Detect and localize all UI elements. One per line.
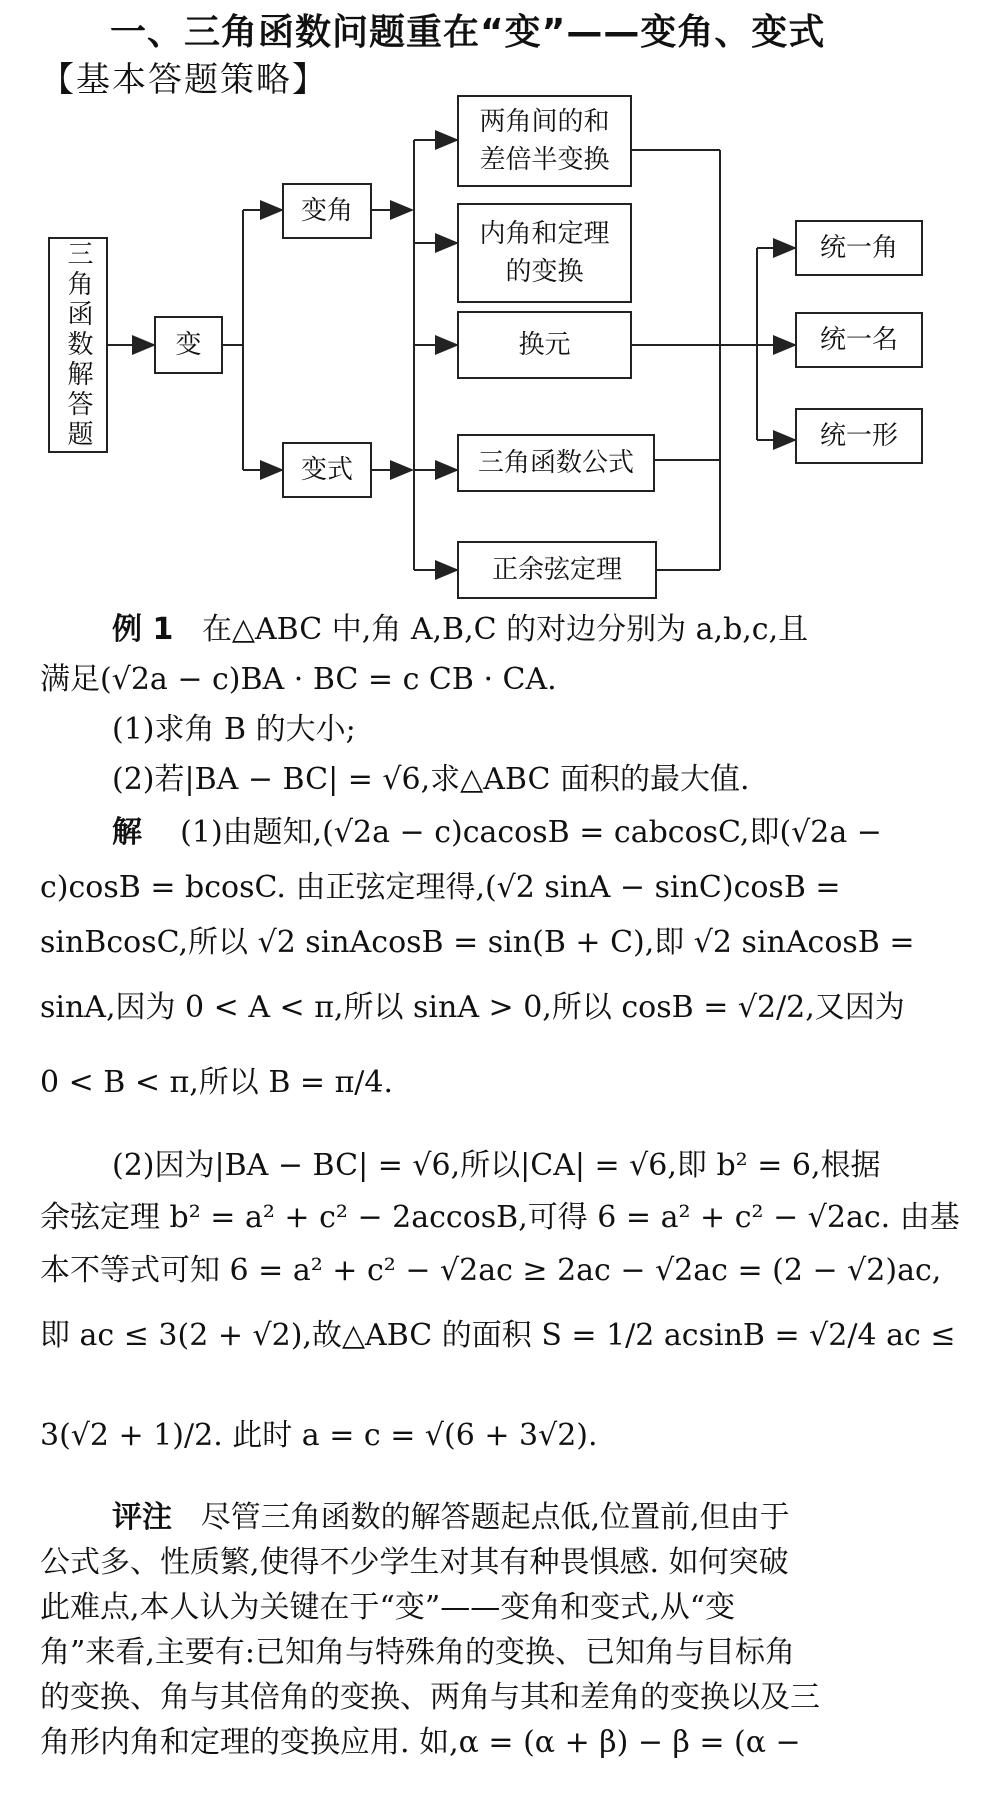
solution-line-5: (2)因为|BA − BC| = √6,所以|CA| = √6,即 b² = 6,根据	[112, 1148, 881, 1183]
method-sum-diff-line2: 差倍半变换	[479, 145, 610, 175]
question-1: (1)求角 B 的大小;	[112, 712, 356, 747]
comment-line-4: 的变换、角与其倍角的变换、两角与其和差角的变换以及三	[40, 1680, 820, 1715]
example-text-line1: 在△ABC 中,角 A,B,C 的对边分别为 a,b,c,且	[201, 612, 809, 647]
method-box-sum-diff	[457, 95, 632, 187]
goal-box-form	[795, 408, 923, 464]
bian-box	[154, 316, 223, 374]
comment-line-5: 角形内角和定理的变换应用. 如,α = (α + β) − β = (α −	[40, 1725, 801, 1760]
solution-text-0: (1)由题知,(√2a − c)cacosB = cabcosC,即(√2a −	[180, 815, 882, 850]
method-box-sine-cosine-law	[457, 541, 657, 599]
comment-label: 评注	[112, 1500, 172, 1535]
method-inner-angle-line1: 内角和定理	[479, 219, 610, 249]
bianjiao-label: 变角	[300, 196, 353, 226]
question-2: (2)若|BA − BC| = √6,求△ABC 面积的最大值.	[112, 762, 750, 797]
solution-line-2: sinBcosC,所以 √2 sinAcosB = sin(B + C),即 √2 sinAcosB =	[40, 925, 915, 960]
solution-line-6: 余弦定理 b² = a² + c² − 2accosB,可得 6 = a² + c² − √2ac. 由基	[40, 1200, 960, 1235]
comment-text-0: 尽管三角函数的解答题起点低,位置前,但由于	[200, 1500, 790, 1535]
flowchart-connectors	[0, 0, 1000, 610]
solution-line-3: sinA,因为 0 < A < π,所以 sinA > 0,所以 cosB = √2/2,又因为	[40, 990, 905, 1025]
bianshi-label: 变式	[300, 455, 353, 485]
bian-label: 变	[175, 330, 202, 360]
root-box	[48, 237, 108, 453]
comment-line-2: 此难点,本人认为关键在于“变”——变角和变式,从“变	[40, 1590, 736, 1625]
comment-line-1: 公式多、性质繁,使得不少学生对其有种畏惧感. 如何突破	[40, 1545, 789, 1580]
root-label: 三角函数解答题	[63, 240, 93, 450]
solution-line-1: c)cosB = bcosC. 由正弦定理得,(√2 sinA − sinC)cosB =	[40, 870, 841, 905]
method-trig-formula-label: 三角函数公式	[477, 448, 634, 478]
section-heading: 一、三角函数问题重在“变”——变角、变式	[110, 12, 826, 53]
bianjiao-box	[282, 183, 372, 239]
example-line1	[112, 612, 1000, 648]
method-box-inner-angle	[457, 203, 632, 303]
example-label: 例 1	[112, 612, 174, 647]
solution-line-7: 本不等式可知 6 = a² + c² − √2ac ≥ 2ac − √2ac = (2 − √2)ac,	[40, 1253, 942, 1288]
method-inner-angle-line2: 的变换	[505, 257, 584, 287]
method-sine-cosine-law-label: 正余弦定理	[491, 555, 622, 585]
comment-line-3: 角”来看,主要有:已知角与特殊角的变换、已知角与目标角	[40, 1635, 795, 1670]
method-box-substitution	[457, 311, 632, 379]
solution-line-4: 0 < B < π,所以 B = π/4.	[40, 1065, 394, 1100]
bianshi-box	[282, 442, 372, 498]
solution-line-8: 即 ac ≤ 3(2 + √2),故△ABC 的面积 S = 1/2 acsinB = √2/4 ac ≤	[40, 1318, 956, 1353]
method-box-trig-formula	[457, 434, 655, 492]
goal-form-label: 统一形	[819, 421, 898, 451]
comment-line-0	[112, 1500, 1000, 1536]
solution-line-9: 3(√2 + 1)/2. 此时 a = c = √(6 + 3√2).	[40, 1418, 598, 1453]
goal-angle-label: 统一角	[819, 233, 898, 263]
method-substitution-label: 换元	[518, 330, 571, 360]
solution-label: 解	[112, 815, 142, 850]
goal-box-name	[795, 312, 923, 368]
goal-box-angle	[795, 220, 923, 276]
example-text-line2: 满足(√2a − c)BA · BC = c CB · CA.	[40, 662, 557, 697]
solution-line-0	[112, 815, 1000, 851]
goal-name-label: 统一名	[819, 325, 898, 355]
method-sum-diff-line1: 两角间的和	[479, 107, 610, 137]
strategy-subheading: 【基本答题策略】	[40, 60, 328, 100]
